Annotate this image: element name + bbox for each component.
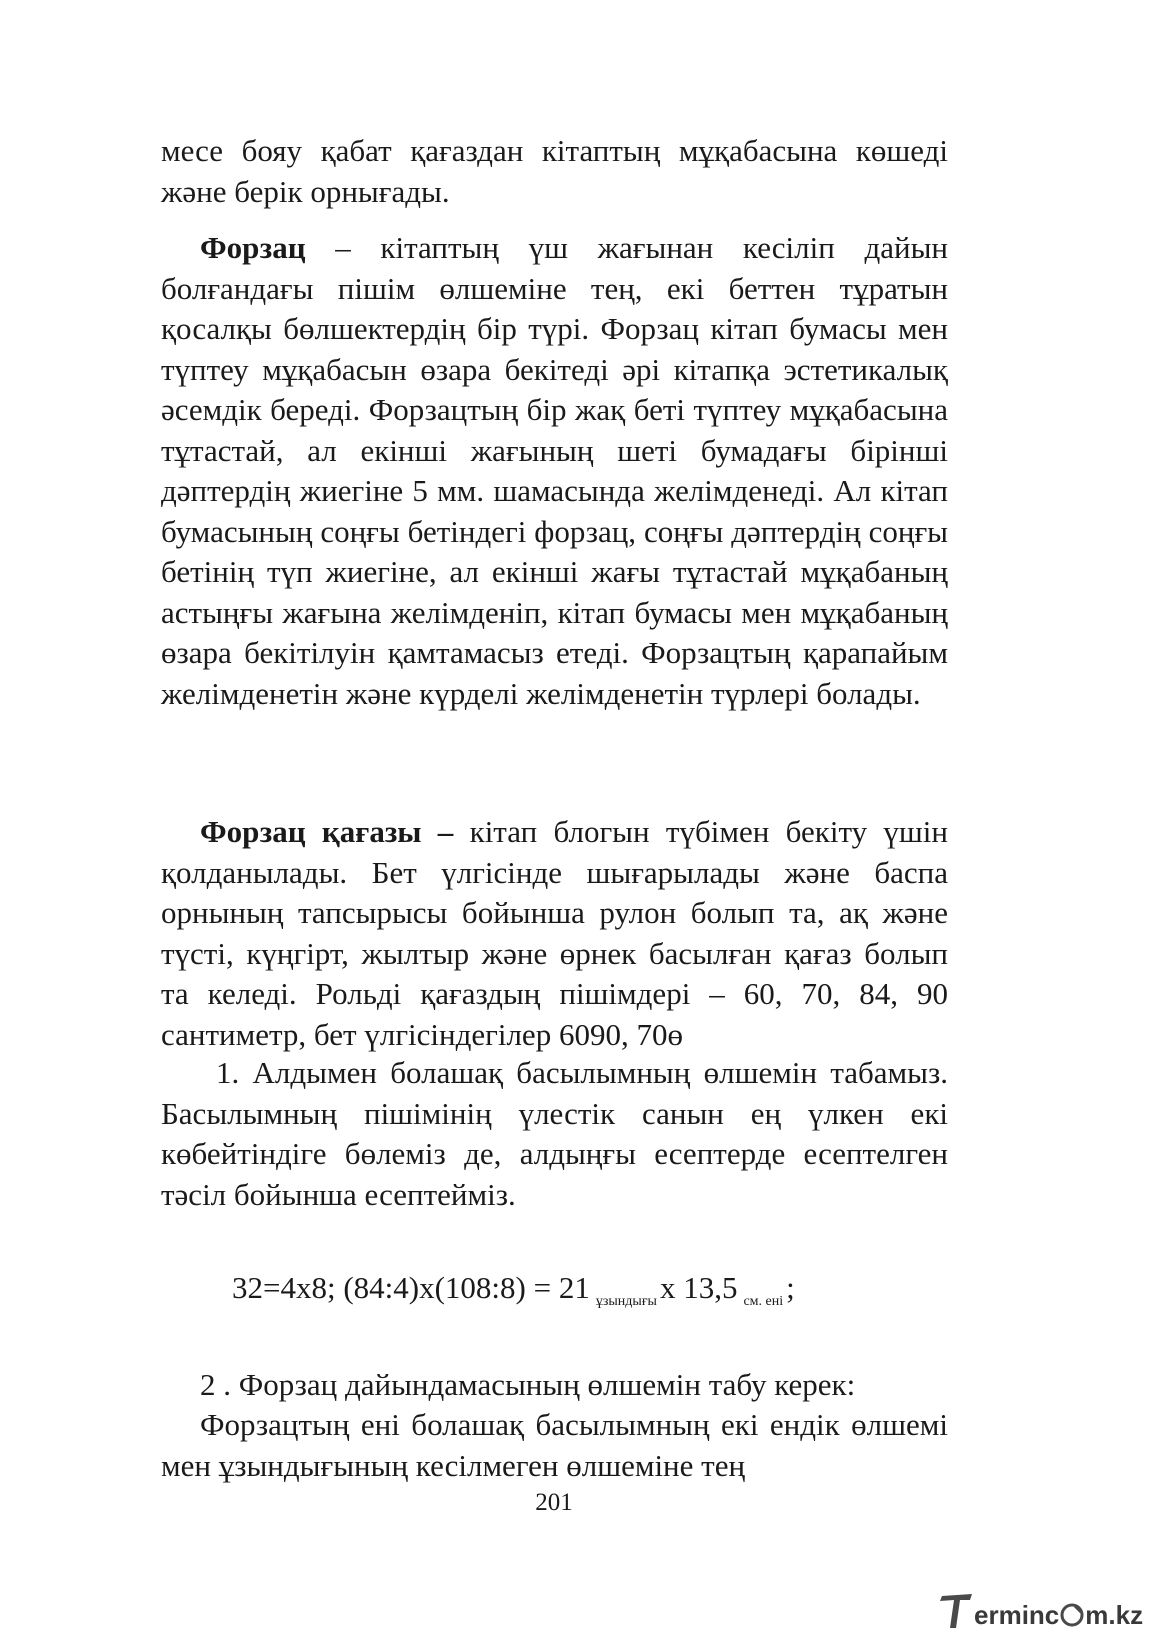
globe-icon (1060, 1603, 1084, 1627)
step2-heading (161, 1365, 948, 1406)
termincom-logo-icon (940, 1592, 974, 1630)
termincom-watermark (940, 1590, 1143, 1630)
formula-end: ; (786, 1270, 795, 1305)
forzats-definition: – кітаптың үш жағынан кесіліп дайын болғандағы пішім өлшеміне тең, екі беттен тұратын қосалқы бөлшектердің бір түрі. Форзац кітап бумасы мен түптеу мұқабасын өзара бекітеді әрі кітапқа эстетикалық әсемдік береді. Форзацтың бір жақ беті түптеу мұқабасына тұтастай, ал екінші жағының шеті бумадағы бірінші дәптердің жиегіне 5 мм. шамасында желімденеді. Ал кітап бумасының соңғы бетіндегі форзац, соңғы дәптердің соңғы бетінің түп жиегіне, ал екінші жағы тұтастай мұқабаның астыңғы жағына желімденіп, кітап бумасы мен мұқабаның өзара бекітілуін қамтамасыз етеді. Форзацтың қарапайым желімденетін және күрделі желімденетін түрлері болады. (161, 230, 948, 711)
intro-text: месе бояу қабат қағаздан кітаптың мұқабасына көшеді және берік орнығады. (161, 133, 948, 209)
watermark-text-right: m.kz (1085, 1600, 1144, 1630)
step2-body: Форзацтың ені болашақ басылымның екі ендік өлшемі мен ұзындығының кесілмеген өлшеміне тең (161, 1407, 948, 1483)
formula-sub-width: см. ені (743, 1294, 784, 1309)
formula-times: x 13,5 (659, 1270, 738, 1305)
size-formula (232, 1268, 795, 1322)
step2-paragraph (161, 1405, 948, 1486)
forzats-paper-paragraph (161, 812, 948, 1055)
forzats-paragraph (161, 228, 948, 714)
page-number: 201 (535, 1489, 573, 1516)
step2-text: 2 . Форзац дайындамасының өлшемін табу керек: (200, 1367, 856, 1402)
formula-sub-length: ұзындығы (595, 1294, 657, 1309)
forzats-paper-term: Форзац қағазы – (200, 814, 454, 849)
forzats-term: Форзац (200, 230, 306, 265)
step1-paragraph (161, 1053, 948, 1215)
watermark-text-left: erminc (974, 1600, 1060, 1630)
step1-text: 1. Алдымен болашақ басылымның өлшемін табамыз. Басылымның пішімінің үлестік санын ең үлкен екі көбейтіндіге бөлеміз де, алдыңғы есептерде есептелген тәсіл бойынша есептейміз. (161, 1055, 948, 1212)
forzats-paper-definition: кітап блогын түбімен бекіту үшін қолданылады. Бет үлгісінде шығарылады және баспа орнының тапсырысы бойынша рулон болып та, ақ және түсті, күңгірт, жылтыр және өрнек басылған қағаз болып та келеді. Рольді қағаздың пішімдері – 60, 70, 84, 90 сантиметр, бет үлгісіндегілер 6090, 70ө (161, 814, 948, 1052)
formula-main: 32=4x8; (84:4)x(108:8) = 21 (232, 1270, 590, 1305)
intro-paragraph (161, 131, 948, 212)
